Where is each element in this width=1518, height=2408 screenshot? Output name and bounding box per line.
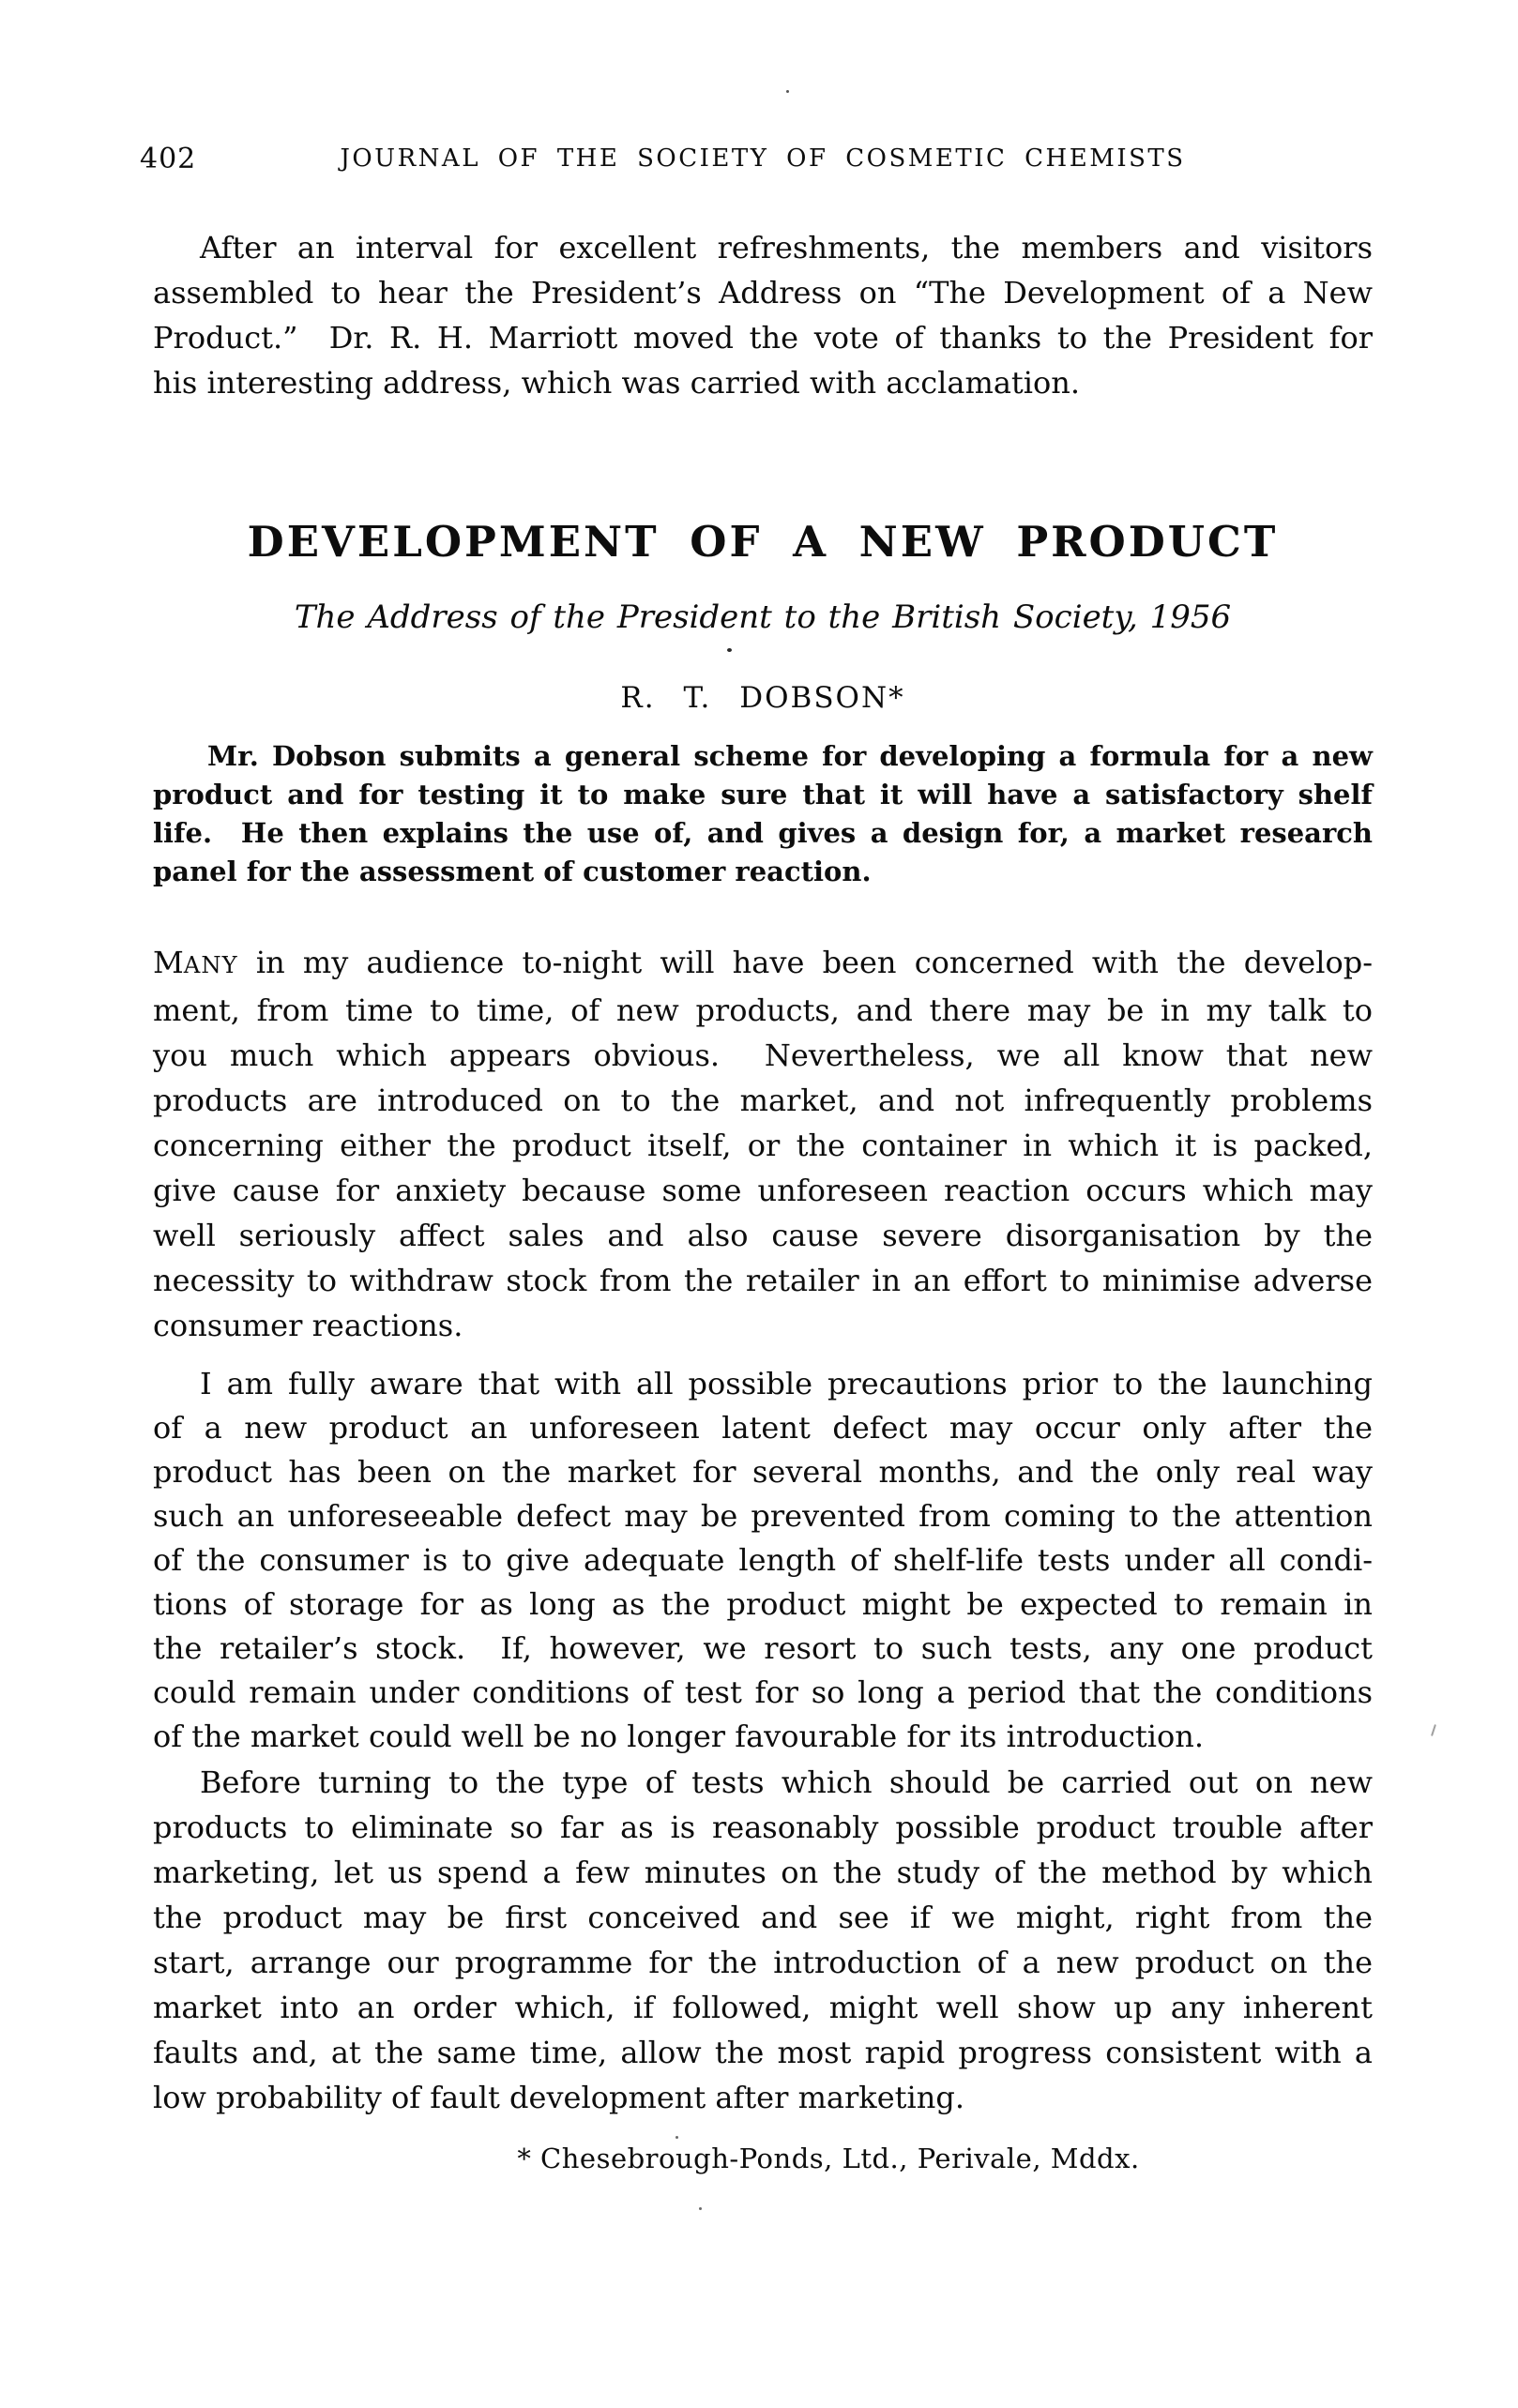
article-title: DEVELOPMENT OF A NEW PRODUCT (247, 517, 1279, 567)
text-line: product and for testing it to make sure that it will have a satisfactory shelf (153, 779, 1373, 810)
text-line: his interesting address, which was carried with acclamation. (153, 365, 1081, 401)
text-line: of the market could well be no longer favourable for its introduction. (153, 1719, 1204, 1754)
text-line: product has been on the market for several months, and the only real way (153, 1454, 1373, 1490)
text-line: consumer reactions. (153, 1308, 463, 1343)
text-line: After an interval for excellent refreshments, the members and visitors (200, 230, 1373, 265)
journal-title: JOURNAL OF THE SOCIETY OF COSMETIC CHEMISTS (340, 144, 1186, 173)
text-line: Mr. Dobson submits a general scheme for developing a formula for a new (207, 740, 1373, 772)
text-line: such an unforeseeable defect may be prevented from coming to the attention (153, 1498, 1373, 1534)
scan-speck (676, 2136, 678, 2139)
text-line: the retailer’s stock. If, however, we resort to such tests, any one product (153, 1630, 1373, 1666)
text-line: low probability of fault development after marketing. (153, 2080, 964, 2115)
text-line: products are introduced on to the market, and not infrequently problems (153, 1083, 1373, 1118)
scan-speck (786, 90, 789, 93)
text-line: panel for the assessment of customer reaction. (153, 856, 872, 887)
text-line: products to eliminate so far as is reasonably possible product trouble after (153, 1810, 1373, 1845)
article-subtitle: The Address of the President to the British Society, 1956 (294, 598, 1232, 636)
text-line: marketing, let us spend a few minutes on the study of the method by which (153, 1855, 1373, 1890)
body-paragraph-2 (153, 1362, 1373, 1759)
body-paragraph-1 (153, 940, 1373, 1348)
body-paragraph-3 (153, 1760, 1373, 2120)
opening-paragraph (153, 225, 1373, 405)
text-line: life. He then explains the use of, and gives a design for, a market research (153, 817, 1373, 849)
text-line: give cause for anxiety because some unforeseen reaction occurs which may (153, 1173, 1373, 1208)
text-line: faults and, at the same time, allow the most rapid progress consistent with a (153, 2035, 1373, 2070)
scan-speck (1431, 1724, 1436, 1736)
text-line: I am fully aware that with all possible precautions prior to the launching (200, 1366, 1373, 1401)
page-number: 402 (140, 143, 197, 175)
text-line: start, arrange our programme for the introduction of a new product on the (153, 1945, 1373, 1980)
text-line: necessity to withdraw stock from the retailer in an effort to minimise adverse (153, 1263, 1373, 1298)
scan-speck (727, 648, 732, 652)
text-line: ment, from time to time, of new products, and there may be in my talk to (153, 992, 1373, 1028)
scan-speck (699, 2207, 702, 2210)
text-line: assembled to hear the President’s Address on “The Development of a New (153, 275, 1373, 310)
small-caps-opener: ANY (183, 951, 238, 978)
text-line: Before turning to the type of tests which should be carried out on new (200, 1764, 1373, 1800)
text-line: market into an order which, if followed, might well show up any inherent (153, 1990, 1373, 2025)
text-line: you much which appears obvious. Nevertheless, we all know that new (153, 1037, 1373, 1073)
author-affiliation-footnote: * Chesebrough-Ponds, Ltd., Perivale, Mddx. (517, 2143, 1140, 2174)
text-line: could remain under conditions of test for so long a period that the conditions (153, 1674, 1373, 1710)
abstract-paragraph (153, 737, 1373, 891)
text-line: tions of storage for as long as the product might be expected to remain in (153, 1586, 1373, 1622)
text-line: of the consumer is to give adequate length of shelf-life tests under all condi- (153, 1542, 1373, 1578)
author-name: R. T. DOBSON* (620, 681, 905, 715)
text-line: well seriously affect sales and also cause severe disorganisation by the (153, 1218, 1373, 1253)
text-line: the product may be first conceived and see if we might, right from the (153, 1900, 1373, 1935)
running-head (140, 141, 1373, 178)
text-line: Product.” Dr. R. H. Marriott moved the vote of thanks to the President for (153, 320, 1373, 356)
text-line: concerning either the product itself, or the container in which it is packed, (153, 1128, 1373, 1163)
text-line: of a new product an unforeseen latent defect may occur only after the (153, 1410, 1373, 1446)
text-line: MANY in my audience to-night will have been concerned with the develop- (153, 945, 1373, 980)
